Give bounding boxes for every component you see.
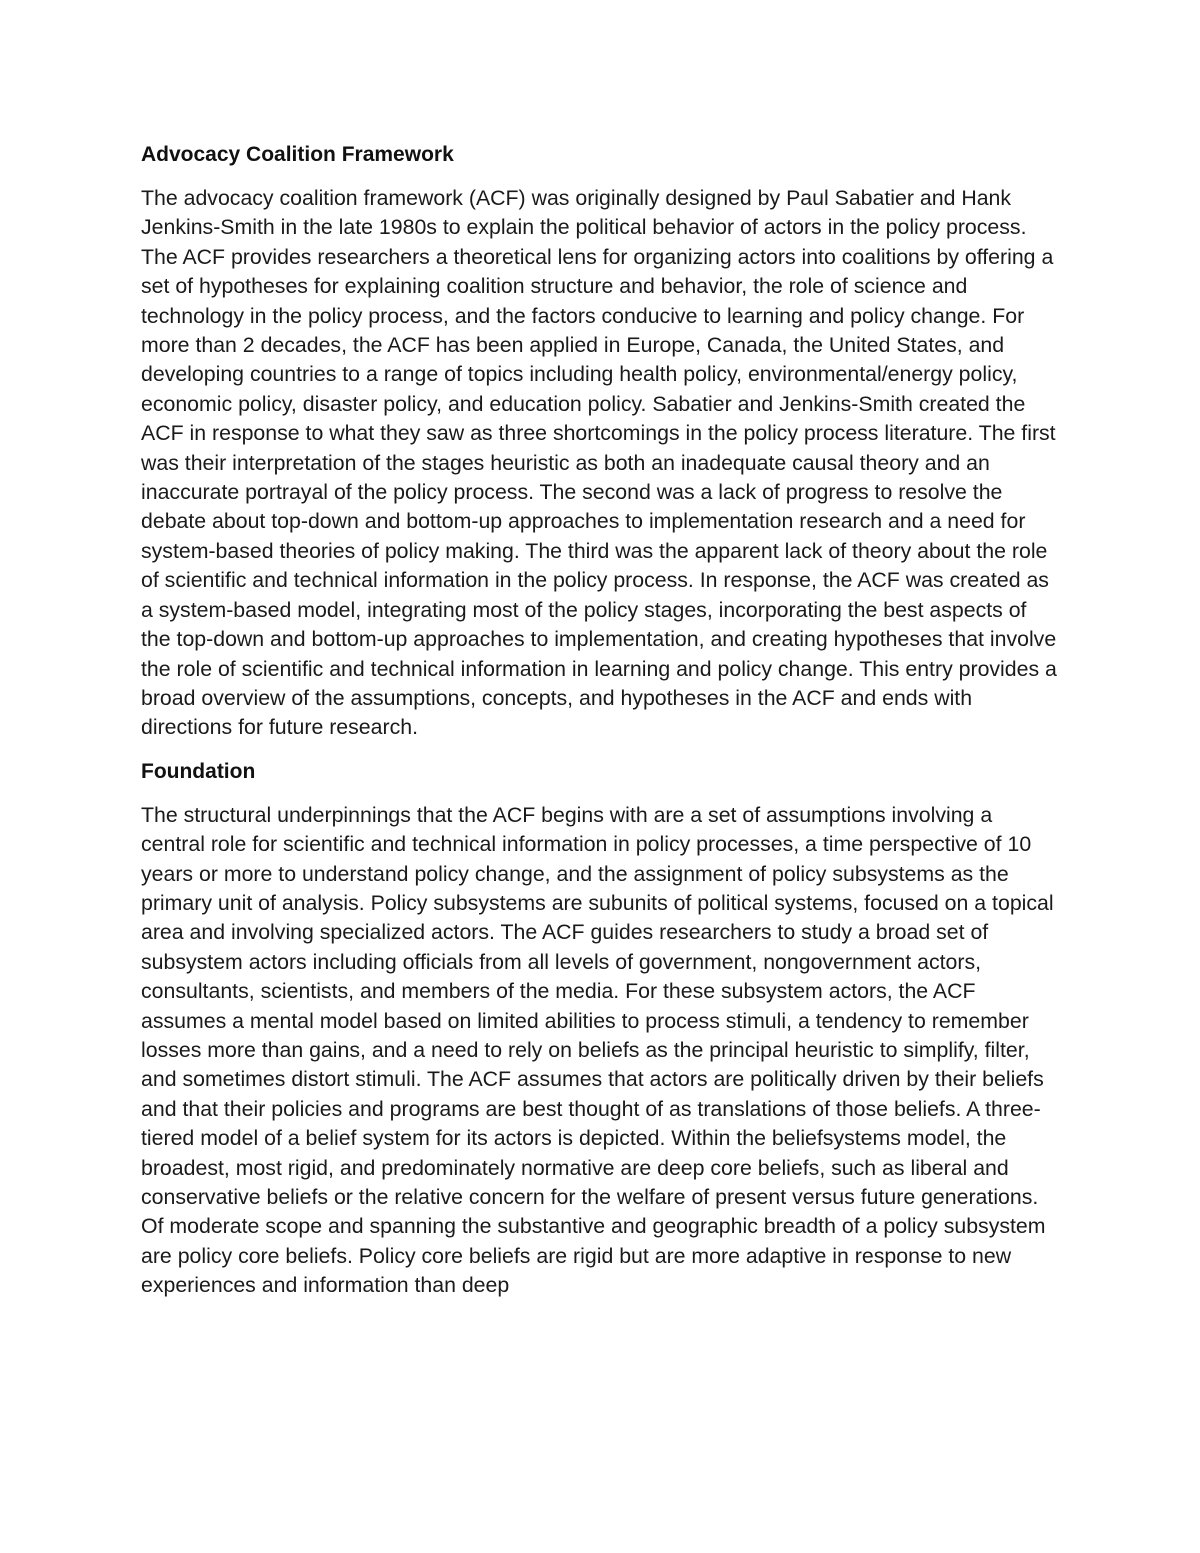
- section-paragraph-foundation: The structural underpinnings that the ACF begins with are a set of assumptions involving a central role for scientific and technical information in policy processes, a time perspective of 10 years or more to understand policy change, and the assignment of policy subsystems as the primary unit of analysis. Policy subsystems are subunits of political systems, focused on a topical area and involving specialized actors. The ACF guides researchers to study a broad set of subsystem actors including officials from all levels of government, nongovernment actors, consultants, scientists, and members of the media. For these subsystem actors, the ACF assumes a mental model based on limited abilities to process stimuli, a tendency to remember losses more than gains, and a need to rely on beliefs as the principal heuristic to simplify, filter, and sometimes distort stimuli. The ACF assumes that actors are politically driven by their beliefs and that their policies and programs are best thought of as translations of those beliefs. A three-tiered model of a belief system for its actors is depicted. Within the beliefsystems model, the broadest, most rigid, and predominately normative are deep core beliefs, such as liberal and conservative beliefs or the relative concern for the welfare of present versus future generations. Of moderate scope and spanning the substantive and geographic breadth of a policy subsystem are policy core beliefs. Policy core beliefs are rigid but are more adaptive in response to new experiences and information than deep: [141, 802, 1054, 1298]
- section-paragraph-acf: The advocacy coalition framework (ACF) was originally designed by Paul Sabatier and Hank Jenkins-Smith in the late 1980s to explain the political behavior of actors in the policy process. The ACF provides researchers a theoretical lens for organizing actors into coalitions by offering a set of hypotheses for explaining coalition structure and behavior, the role of science and technology in the policy process, and the factors conducive to learning and policy change. For more than 2 decades, the ACF has been applied in Europe, Canada, the United States, and developing countries to a range of topics including health policy, environmental/energy policy, economic policy, disaster policy, and education policy. Sabatier and Jenkins-Smith created the ACF in response to what they saw as three shortcomings in the policy process literature. The first was their interpretation of the stages heuristic as both an inadequate causal theory and an inaccurate portrayal of the policy process. The second was a lack of progress to resolve the debate about top-down and bottom-up approaches to implementation research and a need for system-based theories of policy making. The third was the apparent lack of theory about the role of scientific and technical information in the policy process. In response, the ACF was created as a system-based model, integrating most of the policy stages, incorporating the best aspects of the top-down and bottom-up approaches to implementation, and creating hypotheses that involve the role of scientific and technical information in learning and policy change. This entry provides a broad overview of the assumptions, concepts, and hypotheses in the ACF and ends with directions for future research.: [141, 186, 1057, 740]
- section-heading-foundation: Foundation: [141, 759, 256, 783]
- document-page: [141, 140, 1061, 1315]
- section-heading-acf: Advocacy Coalition Framework: [141, 143, 454, 166]
